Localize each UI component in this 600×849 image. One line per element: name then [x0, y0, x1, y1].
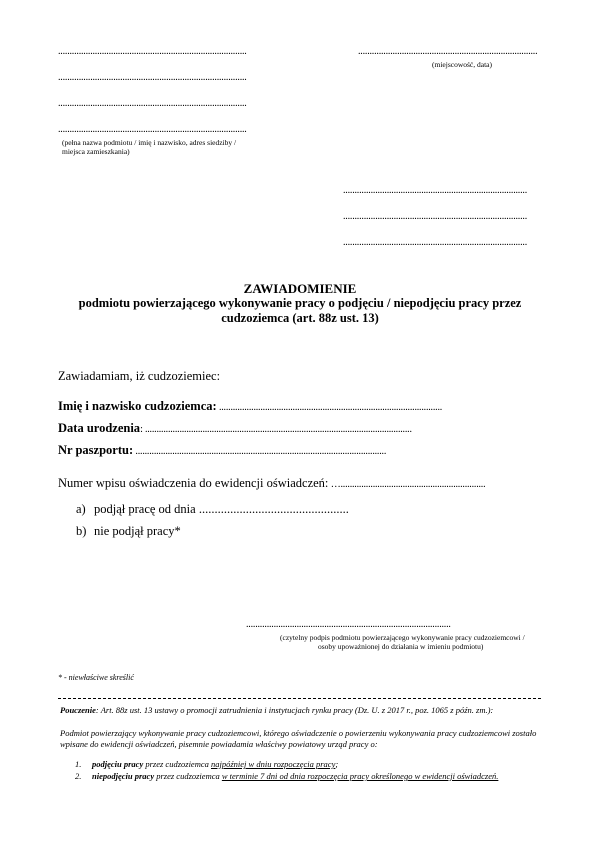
signature-caption-2: osoby upoważnionej do działania w imieniu podmiotu) [318, 642, 484, 651]
notice-label: Pouczenie [60, 705, 96, 715]
option-b-not-started[interactable]: nie podjął pracy* [94, 524, 181, 538]
signature-caption-1: (czytelny podpis podmiotu powierzającego wykonywanie pracy cudzoziemcowi / [280, 633, 525, 642]
birth-date-field[interactable]: : .................................................................................................................... [140, 424, 412, 435]
sender-line-1[interactable]: .................................................................................. [58, 46, 247, 57]
place-date-caption: (miejscowość, data) [432, 60, 492, 69]
sender-line-4[interactable]: .................................................................................. [58, 124, 247, 135]
notice-item-1-number: 1. [75, 759, 82, 769]
sender-line-3[interactable]: .................................................................................. [58, 98, 247, 109]
notice-item-2-deadline: w terminie 7 dni od dnia rozpoczęcia pracy określonego w ewidencji oświadczeń. [221, 771, 499, 781]
notice-item-2-number: 2. [75, 771, 82, 781]
notice-paragraph: Podmiot powierzający wykonywanie pracy cudzoziemcowi, którego oświadczenie o powierzeniu wykonywania pracy cudzoziemcowi zostało wpisane do ewidencji oświadczeń, pisemnie powiadamia właściwy powiatowy urząd pracy o: [60, 728, 537, 749]
intro-text: Zawiadamiam, iż cudzoziemiec: [58, 369, 221, 383]
option-a-marker: a) [76, 502, 86, 516]
recipient-line-3[interactable]: ................................................................................ [343, 237, 528, 248]
notice-legal-basis: : Art. 88z ust. 13 ustawy o promocji zatrudnienia i instytucjach rynku pracy (Dz. U. z 2017 r., poz. 1065 z późn. zm.): [95, 705, 494, 715]
notice-item-1-bold: podjęciu pracy [92, 759, 144, 769]
birth-row [58, 419, 548, 437]
document-subtitle: podmiotu powierzającego wykonywanie pracy o podjęciu / niepodjęciu pracy przez cudzoziemca (art. 88z ust. 13) [78, 296, 522, 325]
declaration-number-field[interactable]: …............................................................... [328, 479, 486, 490]
notice-item-2-bold: niepodjęciu pracy [92, 771, 155, 781]
notice-item-1 [75, 759, 545, 770]
notice-item-1-deadline: najpóźniej w dniu rozpoczęcia pracy [211, 759, 336, 769]
name-label: Imię i nazwisko cudzoziemca: [58, 399, 217, 413]
passport-label: Nr paszportu: [58, 443, 134, 457]
name-field[interactable]: ................................................................................................. [216, 402, 443, 413]
footnote: * - niewłaściwe skreślić [58, 673, 134, 682]
signature-line[interactable]: ......................................................................................... [246, 619, 451, 630]
passport-field[interactable]: ............................................................................................................. [133, 446, 387, 457]
place-date-line[interactable]: .............................................................................. [358, 46, 538, 57]
birth-label: Data urodzenia [58, 421, 141, 435]
recipient-line-1[interactable]: ................................................................................ [343, 185, 528, 196]
separator-line [58, 698, 541, 699]
option-a-started-work[interactable]: podjął pracę od dnia ................................................ [94, 502, 349, 516]
declaration-label: Numer wpisu oświadczenia do ewidencji oświadczeń: [58, 476, 329, 490]
option-b-marker: b) [76, 524, 87, 538]
recipient-line-2[interactable]: ................................................................................ [343, 211, 528, 222]
name-row [58, 397, 548, 415]
notice-item-1-end: ; [335, 759, 339, 769]
sender-line-2[interactable]: .................................................................................. [58, 72, 247, 83]
notice-item-1-mid: przez cudzoziemca [143, 759, 211, 769]
declaration-row [58, 474, 548, 492]
document-title: ZAWIADOMIENIE [243, 281, 357, 296]
notice-item-2-mid: przez cudzoziemca [154, 771, 222, 781]
notice-item-2 [75, 771, 545, 782]
notice-heading [60, 705, 542, 716]
sender-caption-2: miejsca zamieszkania) [62, 147, 130, 156]
passport-row [58, 441, 548, 459]
sender-caption-1: (pełna nazwa podmiotu / imię i nazwisko, adres siedziby / [62, 138, 237, 147]
